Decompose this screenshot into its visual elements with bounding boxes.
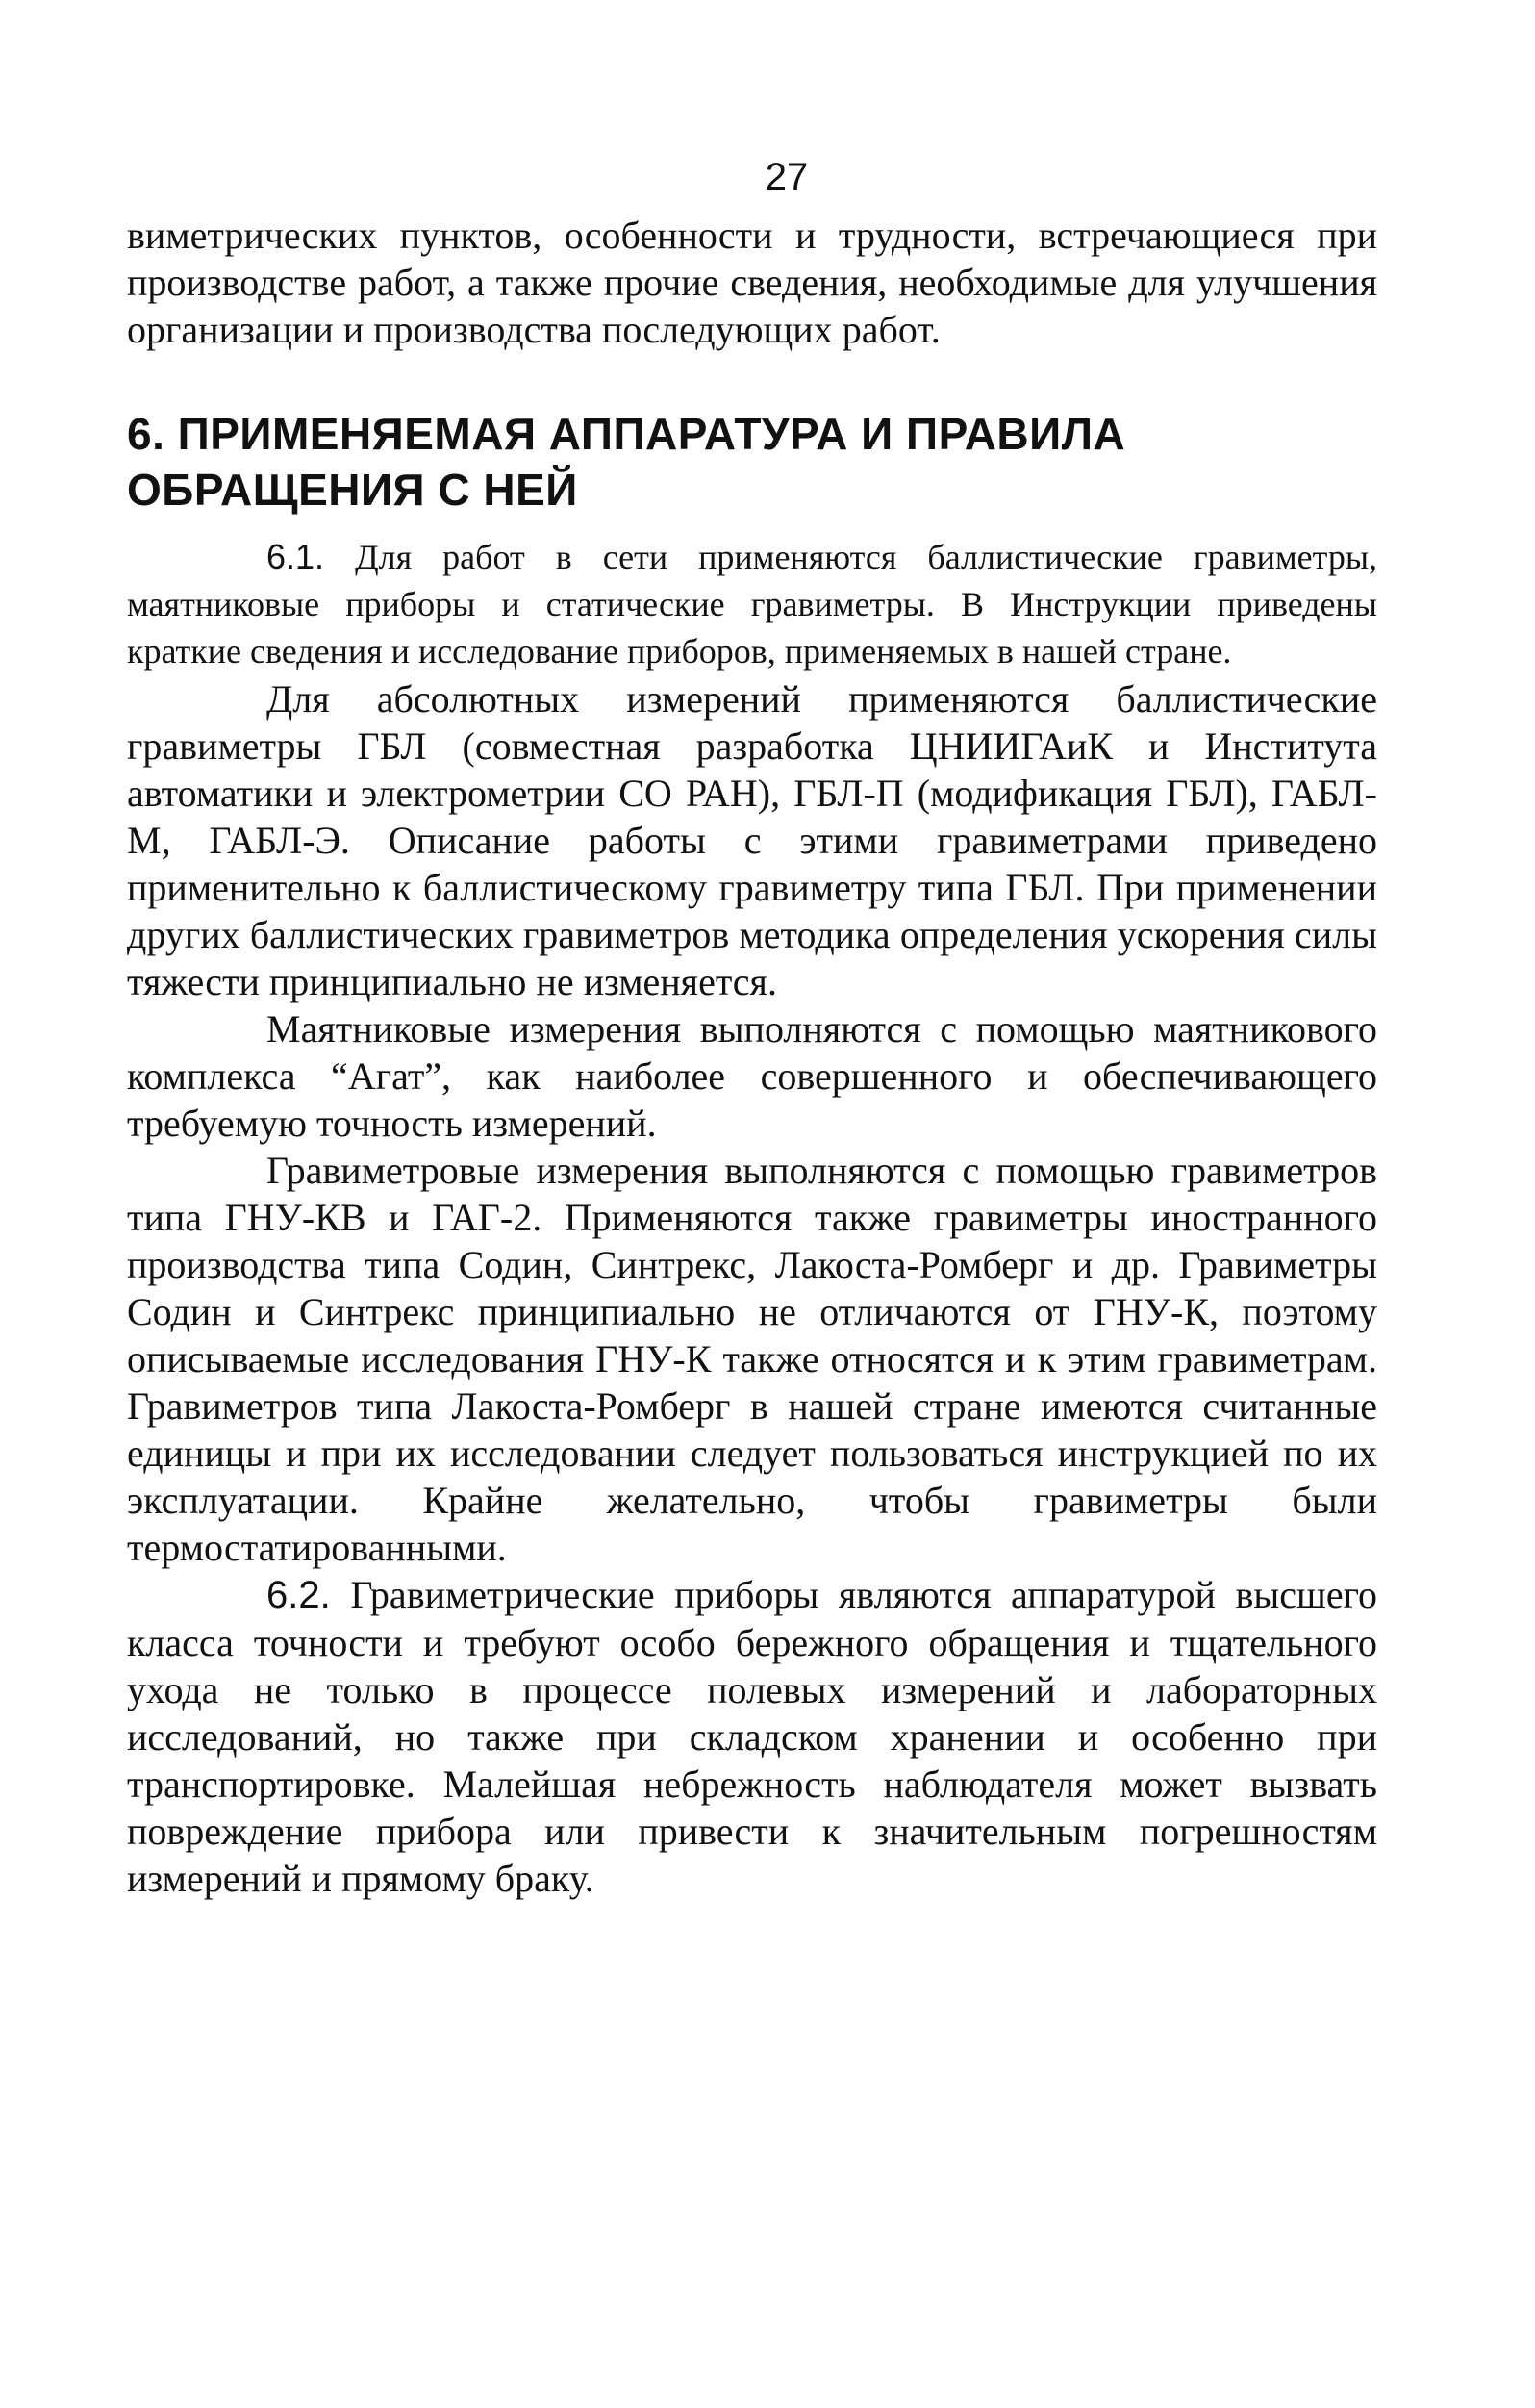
paragraph-pendulum-measurements: Маятниковые измерения выполняются с помощью маятникового комплекса “Агат”, как наиболее совершенного и обеспечивающего требуемую точность измерений. [127, 1007, 1377, 1145]
page-body [127, 154, 1377, 1902]
paragraph-6-1-text: Для работ в сети применяются баллистические гравиметры, маятниковые приборы и статические гравиметры. В Инструкции приведены краткие сведения и исследование приборов, применяемых в нашей стране. [127, 538, 1378, 671]
section-heading: 6. ПРИМЕНЯЕМАЯ АППАРАТУРА И ПРАВИЛА ОБРАЩЕНИЯ С НЕЙ [127, 409, 1126, 515]
paragraph-6-2-text: Гравиметрические приборы являются аппаратурой высшего класса точности и требуют особо бережного обращения и тщательного ухода не только в процессе полевых измерений и лабораторных исследований, но также при складском хранении и особенно при транспортировке. Малейшая небрежность наблюдателя может вызвать повреждение прибора или привести к значительным погрешностям измерений и прямому браку. [127, 1573, 1378, 1900]
page-number: 27 [765, 156, 809, 198]
paragraph-gravimeter-measurements: Гравиметровые измерения выполняются с помощью гравиметров типа ГНУ-КВ и ГАГ-2. Применяются также гравиметры иностранного производства типа Содин, Синтрекс, Лакоста-Ромберг и др. Гравиметры Содин и Синтрекс принципиально не отличаются от ГНУ-К, поэтому описываемые исследования ГНУ-К также относятся и к этим гравиметрам. Гравиметров типа Лакоста-Ромберг в нашей стране имеются считанные единицы и при их исследовании следует пользоваться инструкцией по их эксплуатации. Крайне желательно, чтобы гравиметры были термостатированными. [127, 1149, 1377, 1569]
paragraph-6-1-number: 6.1. [266, 537, 325, 576]
paragraph-6-2-number: 6.2. [266, 1574, 331, 1616]
paragraph-6-1 [127, 533, 1377, 675]
paragraph-6-2 [127, 1571, 1377, 1902]
paragraph-absolute-measurements: Для абсолютных измерений применяются баллистические гравиметры ГБЛ (совместная разработка ЦНИИГАиК и Института автоматики и электрометрии СО РАН), ГБЛ-П (модификация ГБЛ), ГАБЛ-М, ГАБЛ-Э. Описание работы с этими гравиметрами приведено применительно к баллистическому гравиметру типа ГБЛ. При применении других баллистических гравиметров методика определения ускорения силы тяжести принципиально не изменяется. [127, 677, 1377, 1003]
intro-paragraph: виметрических пунктов, особенности и трудности, встречающиеся при производстве работ, а также прочие сведения, необходимые для улучшения организации и производства последующих работ. [127, 214, 1377, 351]
